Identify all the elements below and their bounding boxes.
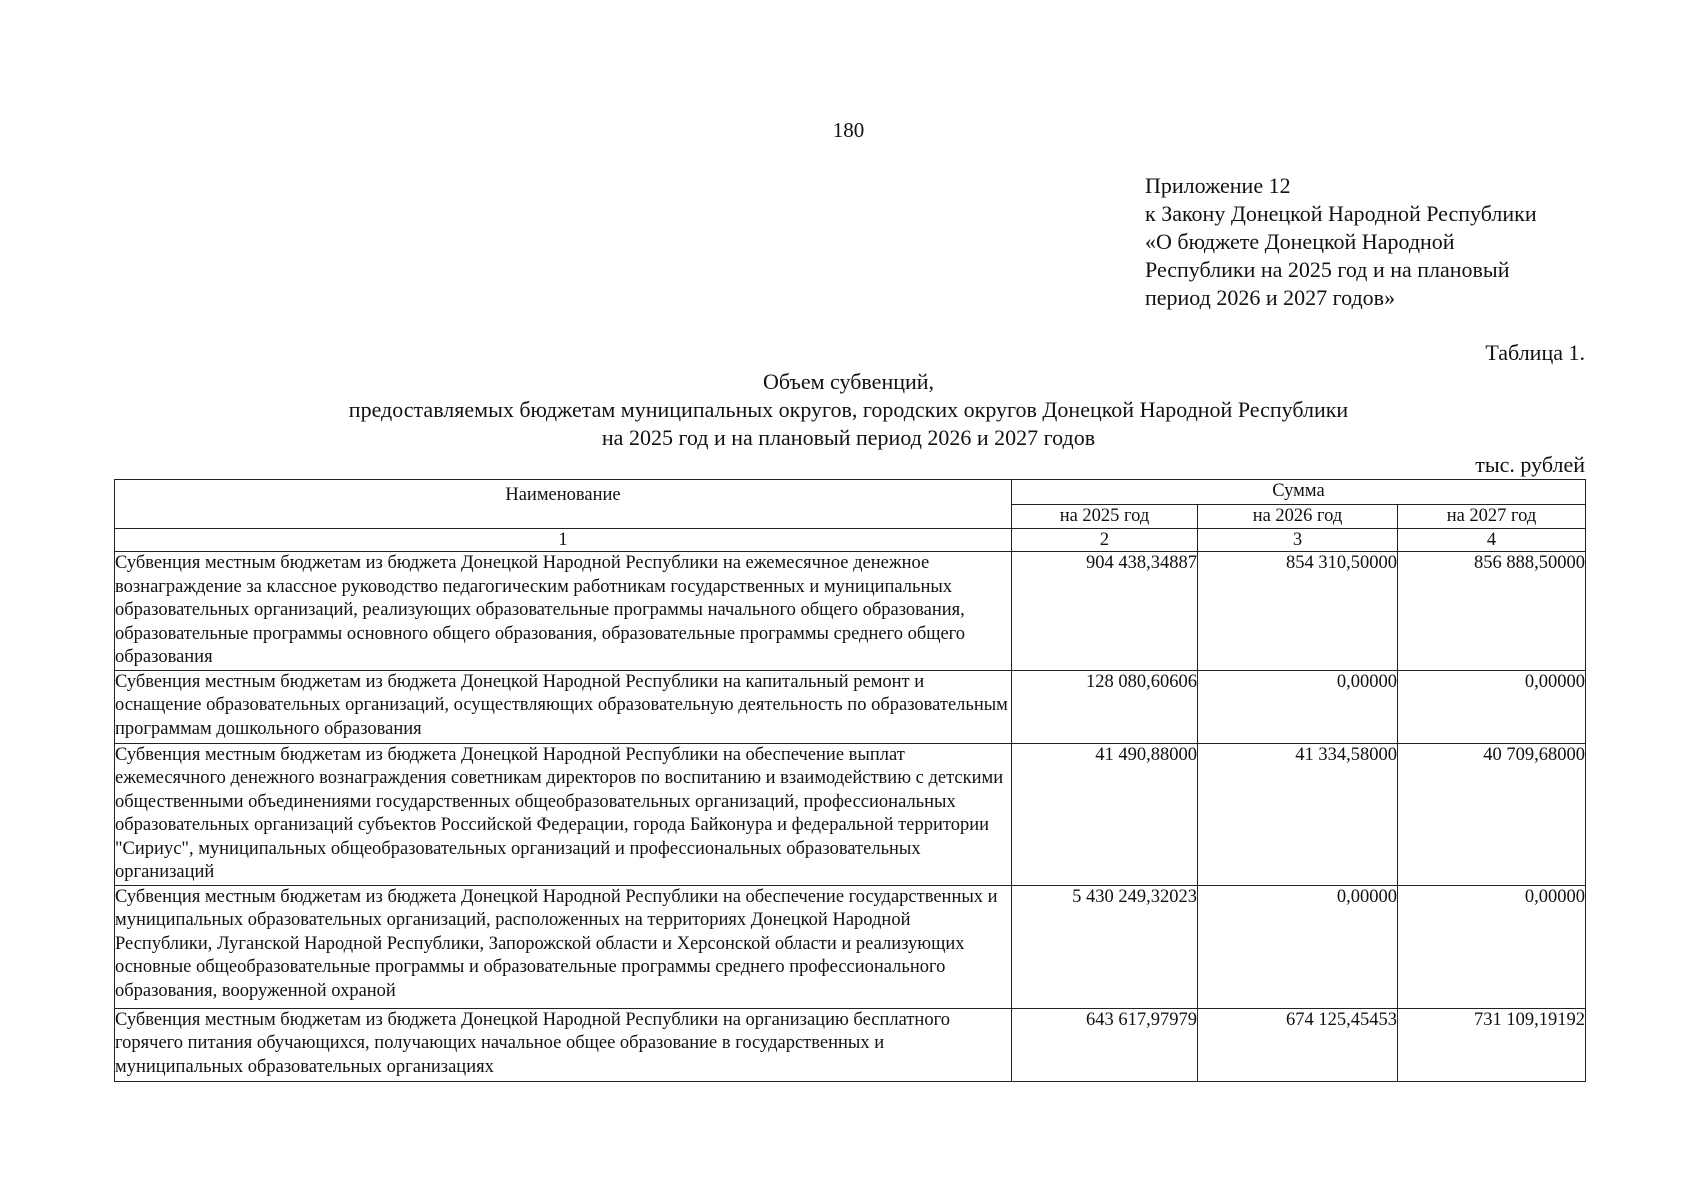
row-name: Субвенция местным бюджетам из бюджета Донецкой Народной Республики на обеспечение государственных и муниципальных образовательных организаций, расположенных на территориях Донецкой Народной Республики, Луганской Народной Республики, Запорожской области и Херсонской области и реализующих основные общеобразовательные программы и образовательные программы среднего профессионального образования, вооруженной охраной xyxy=(115,885,1012,1008)
row-value-2027: 40 709,68000 xyxy=(1398,743,1586,885)
row-name: Субвенция местным бюджетам из бюджета Донецкой Народной Республики на ежемесячное денежное вознаграждение за классное руководство педагогическим работникам государственных и муниципальных образовательных организаций, реализующих образовательные программы начального общего образования, образовательные программы основного общего образования, образовательные программы среднего общего образования xyxy=(115,552,1012,671)
row-value-2025: 643 617,97979 xyxy=(1012,1008,1198,1081)
appendix-line: Приложение 12 xyxy=(1145,173,1291,198)
column-number: 2 xyxy=(1012,529,1198,552)
table-row xyxy=(115,670,1586,743)
page-number: 180 xyxy=(832,118,865,142)
table-row xyxy=(115,552,1586,671)
row-value-2025: 904 438,34887 xyxy=(1012,552,1198,671)
row-value-2027: 856 888,50000 xyxy=(1398,552,1586,671)
document-title xyxy=(0,368,1697,452)
row-value-2026: 41 334,58000 xyxy=(1198,743,1398,885)
header-year-2027: на 2027 год xyxy=(1398,504,1586,529)
column-number: 3 xyxy=(1198,529,1398,552)
appendix-line: период 2026 и 2027 годов» xyxy=(1145,285,1396,310)
row-name: Субвенция местным бюджетам из бюджета Донецкой Народной Республики на обеспечение выплат ежемесячного денежного вознаграждения советникам директоров по воспитанию и взаимодействию с детскими общественными объединениями государственных общеобразовательных организаций, профессиональных образовательных организаций субъектов Российской Федерации, города Байконура и федеральной территории "Сириус", муниципальных общеобразовательных организаций и профессиональных образовательных организаций xyxy=(115,743,1012,885)
row-value-2026: 674 125,45453 xyxy=(1198,1008,1398,1081)
unit-label: тыс. рублей xyxy=(1475,452,1585,477)
row-name: Субвенция местным бюджетам из бюджета Донецкой Народной Республики на капитальный ремонт и оснащение образовательных организаций, осуществляющих образовательную деятельность по образовательным программам дошкольного образования xyxy=(115,670,1012,743)
title-line: предоставляемых бюджетам муниципальных округов, городских округов Донецкой Народной Республики xyxy=(348,397,1349,422)
table-label: Таблица 1. xyxy=(1485,340,1585,365)
table-row xyxy=(115,885,1586,1008)
row-name: Субвенция местным бюджетам из бюджета Донецкой Народной Республики на организацию бесплатного горячего питания обучающихся, получающих начальное общее образование в государственных и муниципальных образовательных организациях xyxy=(115,1008,1012,1081)
appendix-reference xyxy=(1145,172,1665,312)
row-value-2027: 0,00000 xyxy=(1398,670,1586,743)
row-value-2025: 41 490,88000 xyxy=(1012,743,1198,885)
row-value-2026: 854 310,50000 xyxy=(1198,552,1398,671)
column-number-row xyxy=(115,529,1586,552)
subvention-table xyxy=(114,479,1586,1082)
title-line: на 2025 год и на плановый период 2026 и 2027 годов xyxy=(601,425,1096,450)
header-sum: Сумма xyxy=(1012,480,1586,505)
appendix-line: к Закону Донецкой Народной Республики xyxy=(1145,201,1537,226)
appendix-line: Республики на 2025 год и на плановый xyxy=(1145,257,1510,282)
header-name: Наименование xyxy=(115,480,1012,529)
row-value-2025: 128 080,60606 xyxy=(1012,670,1198,743)
row-value-2027: 731 109,19192 xyxy=(1398,1008,1586,1081)
column-number: 1 xyxy=(115,529,1012,552)
row-value-2025: 5 430 249,32023 xyxy=(1012,885,1198,1008)
column-number: 4 xyxy=(1398,529,1586,552)
title-line: Объем субвенций, xyxy=(762,369,935,394)
header-year-2026: на 2026 год xyxy=(1198,504,1398,529)
appendix-line: «О бюджете Донецкой Народной xyxy=(1145,229,1455,254)
row-value-2027: 0,00000 xyxy=(1398,885,1586,1008)
table-row xyxy=(115,1008,1586,1081)
row-value-2026: 0,00000 xyxy=(1198,885,1398,1008)
table-row xyxy=(115,743,1586,885)
header-year-2025: на 2025 год xyxy=(1012,504,1198,529)
row-value-2026: 0,00000 xyxy=(1198,670,1398,743)
